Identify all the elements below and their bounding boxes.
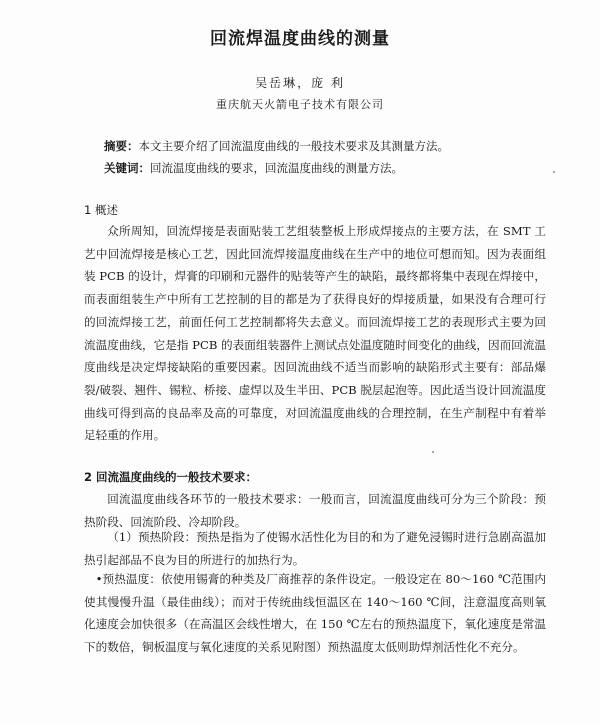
- section-1-paragraph: 众所周知，回流焊接是表面贴装工艺组装整板上形成焊接点的主要方法，在 SMT 工艺中回流焊接是核心工艺，因此回流焊接温度曲线在生产中的地位可想而知。因为表面组装 PCB 的设计，焊膏的印刷和元器件的贴装等产生的缺陷，最终都将集中表现在焊接中，而表面组装生产中所有工艺控制的目的都是为了获得良好的焊接质量，如果没有合理可行的回流焊接工艺，前面任何工艺控制都将失去意义。而回流焊接工艺的表现形式主要为回流温度曲线，它是指 PCB 的表面组装器件上测试点处温度随时间变化的曲线，因而回流温度曲线是决定焊接缺陷的重要因素。因回流曲线不适当而影响的缺陷形式主要有：部品爆裂/破裂、翘件、锡粒、桥接、虚焊以及生半田、PCB 脱层起泡等。因此适当设计回流温度曲线可得到高的良品率及高的可靠度，对回流温度曲线的合理控制，在生产制程中有着举足轻重的作用。: [84, 224, 546, 443]
- section-2-paragraph-3: •预热温度：依使用锡膏的种类及厂商推荐的条件设定。一般设定在 80～160 ℃范围内使其慢慢升温（最佳曲线）；而对于传统曲线恒温区在 140～160 ℃间，注意温度高则氧化速度会加快很多（在高温区会线性增大，在 150 ℃左右的预热温度下，氧化速度是常温下的数倍，铜板温度与氧化速度的关系见附图）预热温度太低则助焊剂活性化不充分。: [84, 572, 546, 655]
- paper-affiliation: 重庆航天火箭电子技术有限公司: [216, 98, 384, 111]
- keywords-label: 关键词：: [104, 161, 150, 175]
- paper-authors: 吴岳琳，庞 利: [255, 76, 345, 90]
- paper-title: 回流焊温度曲线的测量: [210, 29, 390, 49]
- section-2-paragraph-2: （1）预热阶段：预热是指为了使锡水活性化为目的和为了避免浸锡时进行急剧高温加热引起部品不良为目的所进行的加热行为。: [84, 530, 546, 567]
- abstract: [104, 138, 560, 154]
- abstract-text: 本文主要介绍了回流温度曲线的一般技术要求及其测量方法。: [138, 139, 449, 153]
- keywords-text: 回流温度曲线的要求，回流温度曲线的测量方法。: [150, 161, 403, 175]
- abstract-label: 摘要：: [104, 139, 139, 153]
- keywords: [104, 160, 560, 176]
- scan-speck: [432, 451, 434, 453]
- section-1-heading: 1 概述: [84, 203, 118, 217]
- section-2-paragraph-1: 回流温度曲线各环节的一般技术要求：一般而言，回流温度曲线可分为三个阶段：预热阶段、回流阶段、冷却阶段。: [84, 492, 546, 529]
- section-2-heading: 2 回流温度曲线的一般技术要求：: [84, 470, 258, 484]
- scan-speck: [553, 171, 555, 173]
